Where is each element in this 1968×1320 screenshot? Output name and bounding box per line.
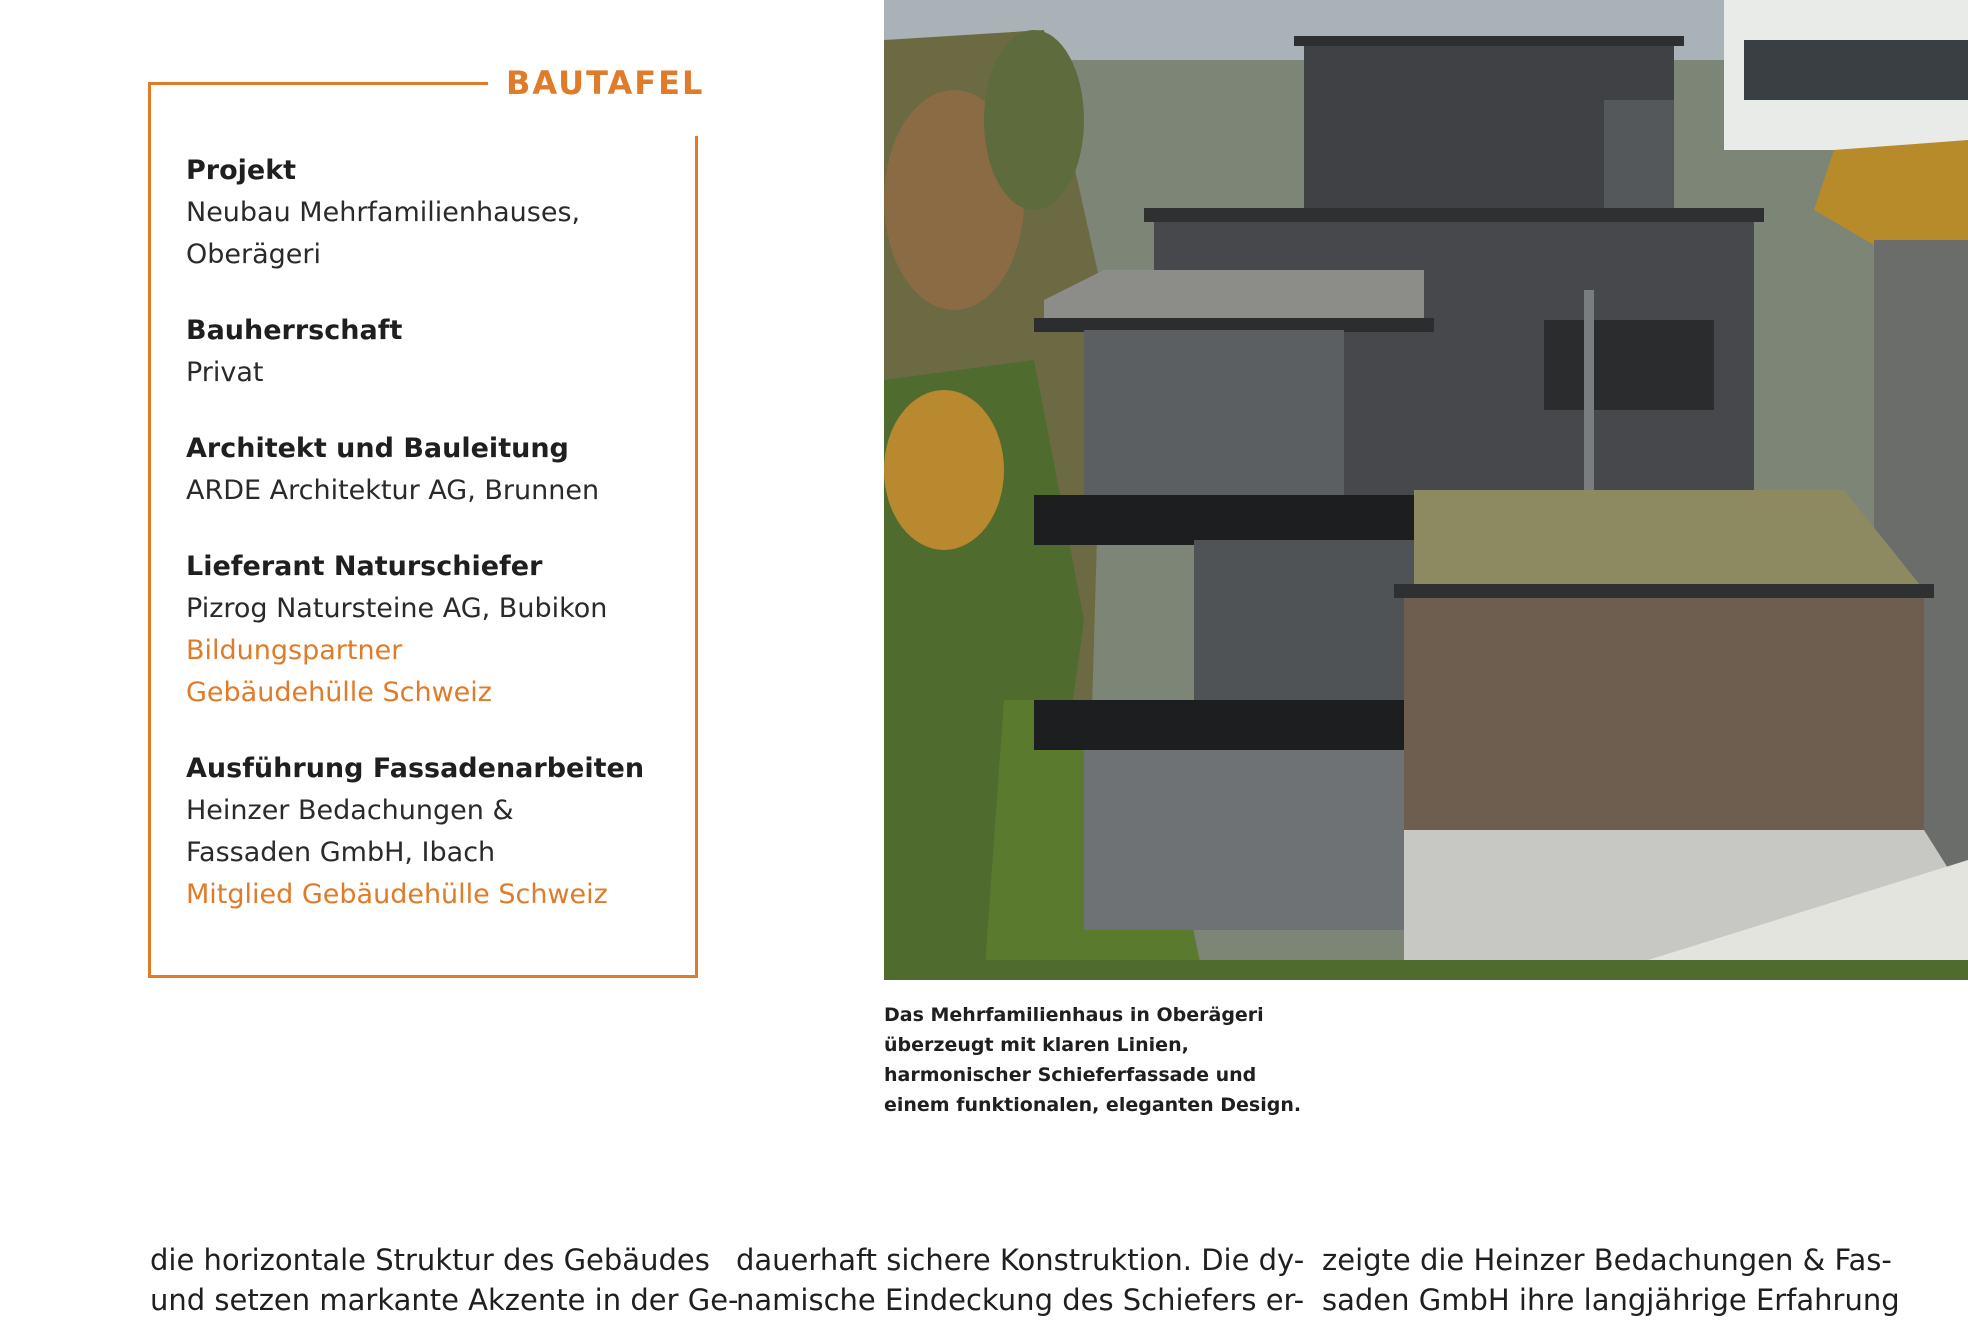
entry-lieferant — [186, 546, 686, 714]
bautafel-left-rule — [148, 82, 151, 978]
entry-line: Heinzer Bedachungen & — [186, 795, 514, 826]
text-line: dauerhaft sichere Konstruktion. Die dy- — [736, 1243, 1305, 1277]
entry-line: Pizrog Natursteine AG, Bubikon — [186, 593, 608, 624]
entry-line: Privat — [186, 357, 264, 388]
entry-line: ARDE Architektur AG, Brunnen — [186, 475, 600, 506]
entry-line: Fassaden GmbH, Ibach — [186, 837, 496, 868]
entry-label: Bauherrschaft — [186, 315, 403, 346]
entry-label: Lieferant Naturschiefer — [186, 551, 543, 582]
entry-label: Projekt — [186, 155, 297, 186]
text-line: namische Eindeckung des Schiefers er- — [736, 1283, 1305, 1317]
caption-line: einem funktionalen, eleganten Design. — [884, 1094, 1302, 1116]
text-column-1 — [150, 1240, 739, 1320]
building-photo — [884, 0, 1968, 980]
bautafel-top-rule — [148, 82, 488, 85]
entry-partner-line: Gebäudehülle Schweiz — [186, 677, 492, 708]
text-line: die horizontale Struktur des Gebäudes — [150, 1243, 710, 1277]
entry-projekt — [186, 150, 686, 276]
entry-line: Oberägeri — [186, 239, 321, 270]
entry-bauherrschaft — [186, 310, 686, 394]
bautafel-box — [148, 64, 705, 978]
text-line: saden GmbH ihre langjährige Erfahrung — [1322, 1283, 1900, 1317]
entry-architekt — [186, 428, 686, 512]
caption-line: überzeugt mit klaren Linien, — [884, 1034, 1189, 1056]
bautafel-title: BAUTAFEL — [506, 64, 705, 102]
photo-caption — [884, 1000, 1324, 1120]
bautafel-bottom-rule — [148, 975, 698, 978]
text-column-2 — [736, 1240, 1305, 1320]
entry-member-line: Mitglied Gebäudehülle Schweiz — [186, 879, 608, 910]
text-line: und setzen markante Akzente in der Ge- — [150, 1283, 739, 1317]
bautafel-right-rule — [695, 136, 698, 978]
building-illustration — [884, 0, 1968, 980]
text-column-3 — [1322, 1240, 1900, 1320]
caption-line: Das Mehrfamilienhaus in Oberägeri — [884, 1004, 1264, 1026]
entry-ausfuehrung — [186, 748, 686, 916]
bautafel-content — [186, 150, 686, 950]
text-line: zeigte die Heinzer Bedachungen & Fas- — [1322, 1243, 1892, 1277]
entry-label: Ausführung Fassadenarbeiten — [186, 753, 645, 784]
entry-partner-line: Bildungspartner — [186, 635, 403, 666]
entry-label: Architekt und Bauleitung — [186, 433, 569, 464]
caption-line: harmonischer Schieferfassade und — [884, 1064, 1257, 1086]
entry-line: Neubau Mehrfamilienhauses, — [186, 197, 581, 228]
